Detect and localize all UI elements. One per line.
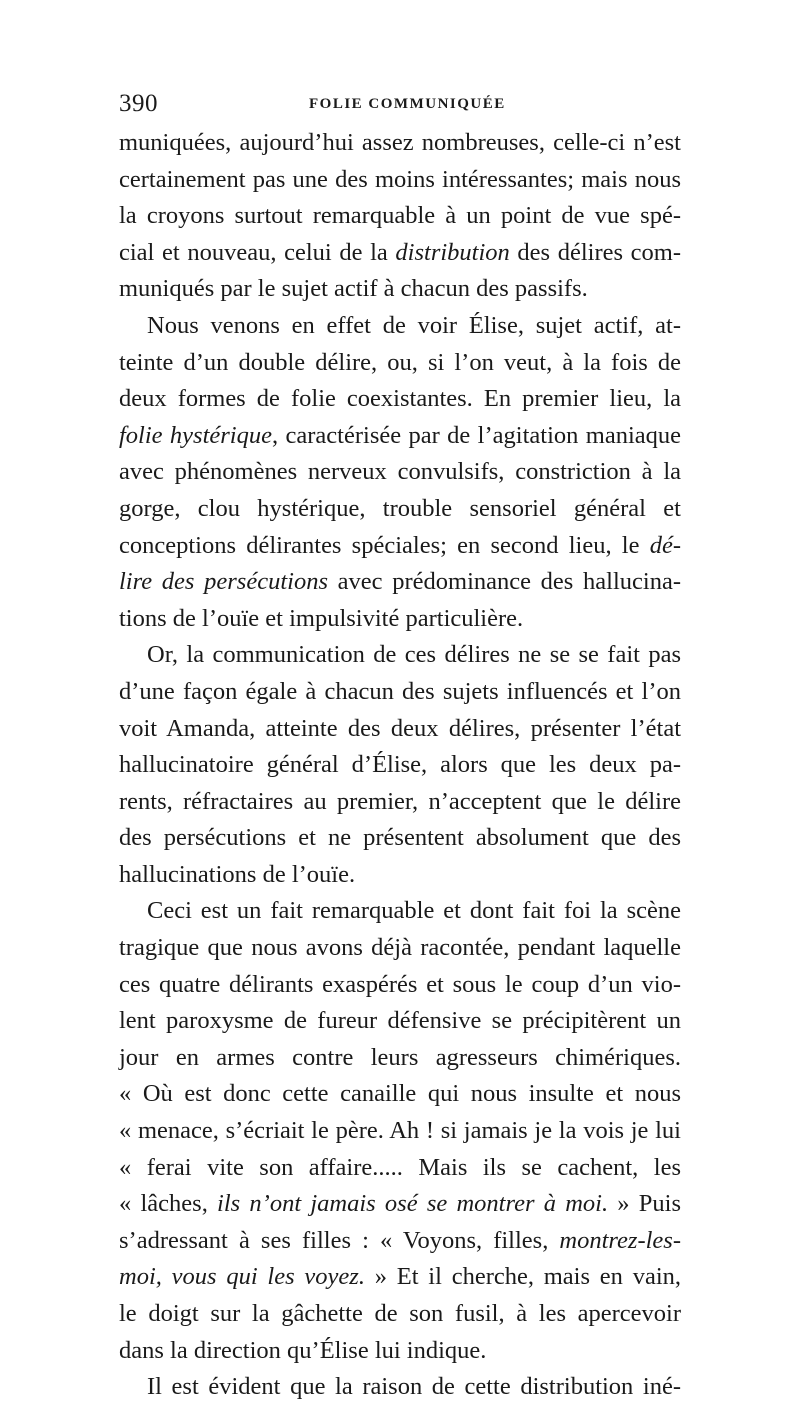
text-segment: jour en armes contre leurs agresseurs chimériques. xyxy=(119,1043,681,1071)
text-segment: avec prédominance des hallucina- xyxy=(327,568,681,596)
text-segment: gorge, clou hystérique, trouble sensoriel général et xyxy=(119,494,681,522)
text-line xyxy=(119,1369,681,1406)
italic-text: ils n’ont jamais osé se montrer à moi. xyxy=(217,1190,609,1218)
text-segment: « Où est donc cette canaille qui nous insulte et nous xyxy=(119,1080,681,1108)
text-segment: « ferai vite son affaire..... Mais ils se cachent, les xyxy=(119,1153,681,1181)
text-segment: cial et nouveau, celui de la xyxy=(119,238,396,266)
text-segment: dans la direction qu’Élise lui indique. xyxy=(119,1336,487,1364)
text-segment: Nous venons en effet de voir Élise, sujet actif, at- xyxy=(147,311,681,339)
text-segment: avec phénomènes nerveux convulsifs, constriction à la xyxy=(119,458,681,486)
text-segment: lent paroxysme de fureur défensive se précipitèrent un xyxy=(119,1007,681,1035)
text-segment: rents, réfractaires au premier, n’acceptent que le délire xyxy=(119,787,681,815)
text-line xyxy=(119,1150,681,1187)
text-segment: certainement pas une des moins intéressantes; mais nous xyxy=(119,165,681,193)
text-line xyxy=(119,1186,681,1223)
text-line xyxy=(119,564,681,601)
text-segment: d’une façon égale à chacun des sujets influencés et l’on xyxy=(119,677,681,705)
text-segment: « lâches, xyxy=(119,1190,218,1218)
text-line xyxy=(119,1076,681,1113)
text-segment: « menace, s’écriait le père. Ah ! si jamais je la vois je lui xyxy=(119,1117,681,1145)
text-line xyxy=(119,418,681,455)
text-line xyxy=(119,454,681,491)
text-segment: Il est évident que la raison de cette distribution iné- xyxy=(147,1373,681,1401)
text-line xyxy=(119,784,681,821)
text-segment: conceptions délirantes spéciales; en second lieu, le xyxy=(119,531,650,559)
italic-text: lire des persécutions xyxy=(119,568,328,596)
text-line xyxy=(119,308,681,345)
page-number: 390 xyxy=(119,90,158,117)
text-line xyxy=(119,491,681,528)
text-segment: deux formes de folie coexistantes. En premier lieu, la xyxy=(119,385,681,413)
text-line xyxy=(119,747,681,784)
italic-text: dé- xyxy=(649,531,681,559)
text-segment: » Puis xyxy=(608,1190,681,1218)
text-line xyxy=(119,1003,681,1040)
text-segment: Ceci est un fait remarquable et dont fait foi la scène xyxy=(147,897,681,925)
text-line xyxy=(119,235,681,272)
text-line xyxy=(119,930,681,967)
text-segment: ces quatre délirants exaspérés et sous le coup d’un vio- xyxy=(119,970,681,998)
text-segment: Or, la communication de ces délires ne se se fait pas xyxy=(147,641,681,669)
text-line xyxy=(119,1296,681,1333)
text-line xyxy=(119,162,681,199)
text-line xyxy=(119,893,681,930)
text-segment: hallucinations de l’ouïe. xyxy=(119,860,356,888)
text-segment: voit Amanda, atteinte des deux délires, présenter l’état xyxy=(119,714,681,742)
text-segment: des délires com- xyxy=(509,238,681,266)
text-segment: muniquées, aujourd’hui assez nombreuses, celle-ci n’est xyxy=(119,129,681,156)
text-segment: s’adressant à ses filles : « Voyons, filles, xyxy=(119,1226,560,1254)
text-line xyxy=(119,271,681,308)
text-segment: hallucinatoire général d’Élise, alors que les deux pa- xyxy=(119,751,681,779)
text-segment: » Et il cherche, mais en vain, xyxy=(364,1263,682,1291)
italic-text: distribution xyxy=(395,238,510,266)
text-line xyxy=(119,711,681,748)
text-line xyxy=(119,674,681,711)
text-line xyxy=(119,125,681,162)
text-line xyxy=(119,857,681,894)
text-line xyxy=(119,637,681,674)
text-line xyxy=(119,601,681,638)
italic-text: montrez-les- xyxy=(559,1226,681,1254)
text-segment: la croyons surtout remarquable à un point de vue spé- xyxy=(119,202,681,230)
text-line xyxy=(119,381,681,418)
text-line xyxy=(119,1223,681,1260)
running-title: FOLIE COMMUNIQUÉE xyxy=(309,96,506,112)
text-segment: tragique que nous avons déjà racontée, pendant laquelle xyxy=(119,934,681,962)
italic-text: moi, vous qui les voyez. xyxy=(119,1263,365,1291)
body-text xyxy=(119,125,681,1406)
text-line xyxy=(119,345,681,382)
text-segment: muniqués par le sujet actif à chacun des passifs. xyxy=(119,275,588,303)
text-segment: le doigt sur la gâchette de son fusil, à les apercevoir xyxy=(119,1300,681,1327)
text-segment: teinte d’un double délire, ou, si l’on veut, à la fois de xyxy=(119,348,681,376)
text-segment: , caractérisée par de l’agitation maniaque xyxy=(272,421,681,449)
text-line xyxy=(119,1333,681,1370)
text-line xyxy=(119,1113,681,1150)
text-segment: des persécutions et ne présentent absolument que des xyxy=(119,824,681,852)
text-line xyxy=(119,1040,681,1077)
italic-text: folie hystérique xyxy=(119,421,272,449)
text-line xyxy=(119,528,681,565)
page-header xyxy=(119,90,679,120)
text-segment: tions de l’ouïe et impulsivité particulière. xyxy=(119,604,524,632)
text-line xyxy=(119,198,681,235)
text-line xyxy=(119,1259,681,1296)
text-line xyxy=(119,967,681,1004)
text-line xyxy=(119,820,681,857)
